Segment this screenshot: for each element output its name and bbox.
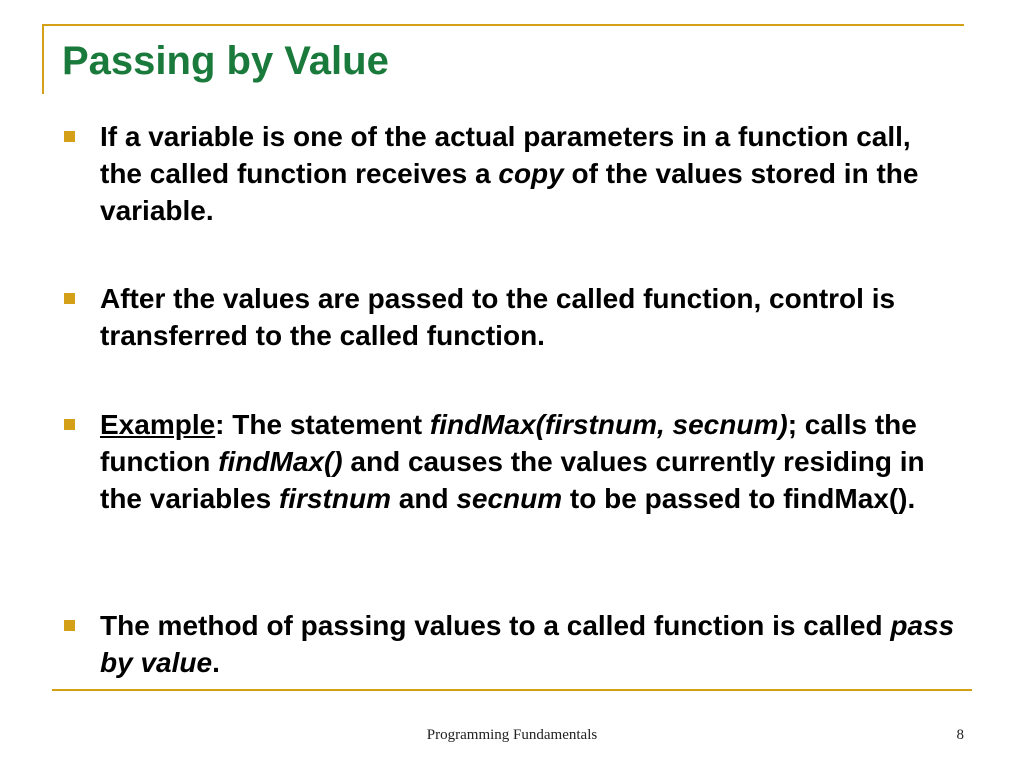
bullet-item: [100, 118, 960, 229]
bullet-text: of the values stored in the variable.: [100, 158, 919, 226]
example-label: Example: [100, 409, 216, 440]
code-call-emphasis: findMax(firstnum, secnum): [429, 409, 788, 440]
bullet-emphasis: copy: [498, 158, 564, 189]
code-function-emphasis: findMax(): [218, 446, 343, 477]
square-bullet-icon: [64, 131, 75, 142]
bullet-text: The method of passing values to a called function is called: [100, 610, 891, 641]
bullet-text: : The statement: [215, 409, 430, 440]
bullet-emphasis: pass by value: [100, 610, 955, 678]
bullet-text: ; calls the function: [100, 409, 917, 477]
left-accent-line: [42, 24, 44, 94]
top-accent-line: [42, 24, 964, 26]
bottom-accent-line: [52, 689, 972, 691]
page-number: 8: [956, 727, 964, 743]
slide-title: Passing by Value: [62, 39, 389, 83]
variable-emphasis: firstnum: [278, 483, 391, 514]
bullet-text: If a variable is one of the actual parameters in a function call, the called function receives a: [100, 121, 911, 189]
bullet-item: [100, 406, 960, 517]
square-bullet-icon: [64, 620, 75, 631]
bullet-text: .: [212, 647, 220, 678]
square-bullet-icon: [64, 293, 75, 304]
bullet-text: and: [390, 483, 457, 514]
bullet-text: After the values are passed to the called function, control is transferred to the called function.: [100, 283, 896, 351]
bullet-text: and causes the values currently residing in the variables: [100, 446, 925, 514]
bullet-item: [100, 607, 960, 681]
footer-text: Programming Fundamentals: [426, 727, 598, 743]
square-bullet-icon: [64, 419, 75, 430]
bullet-item: [100, 280, 960, 354]
bullet-text: to be passed to findMax().: [562, 483, 916, 514]
variable-emphasis: secnum: [456, 483, 563, 514]
